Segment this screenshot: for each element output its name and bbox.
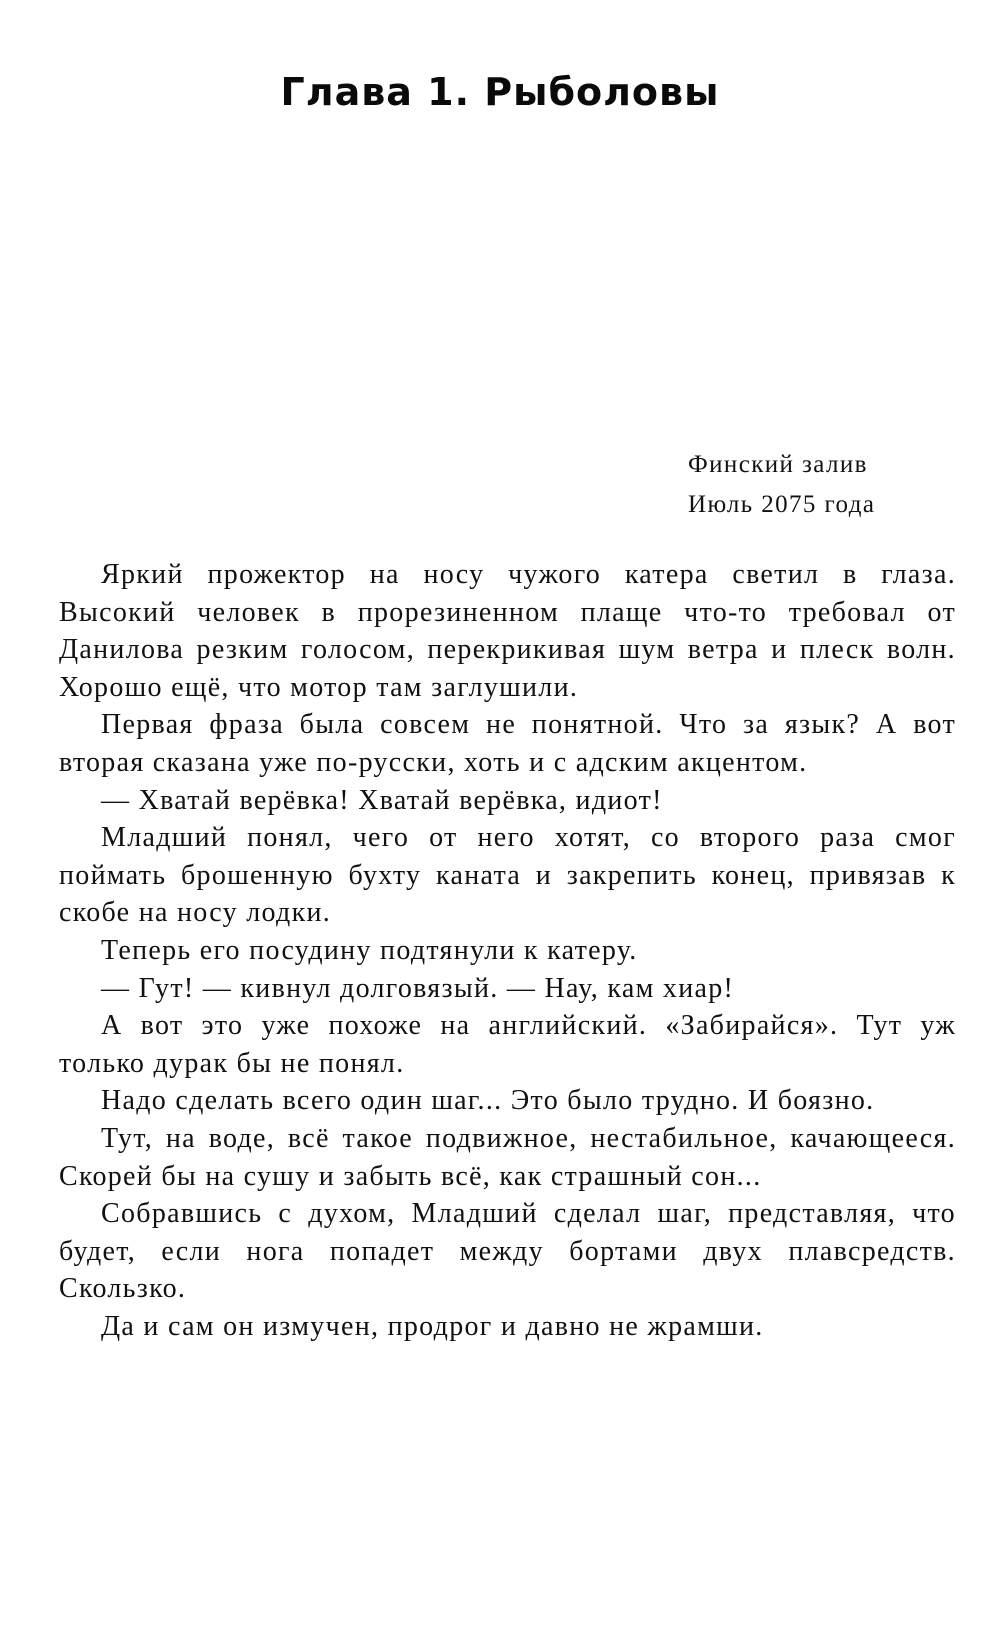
paragraph: Собравшись с духом, Младший сделал шаг, представляя, что будет, если нога попадет между бортами двух плавсредств. Скользко. <box>59 1198 956 1305</box>
paragraph: Первая фраза была совсем не понятной. Что за язык? А вот вторая сказана уже по-русски, хоть и с адским акцентом. <box>59 709 956 778</box>
paragraph: А вот это уже похоже на английский. «Забирайся». Тут уж только дурак бы не понял. <box>59 1010 956 1079</box>
paragraph: Яркий прожектор на носу чужого катера светил в глаза. Высокий человек в прорезиненном плаще что-то требовал от Данилова резким голосом, перекрикивая шум ветра и плеск волн. Хорошо ещё, что мотор там заглушили. <box>59 559 956 703</box>
epigraph-place: Финский залив <box>688 451 868 478</box>
chapter-body <box>59 556 956 1345</box>
epigraph <box>688 445 875 525</box>
chapter-title: Глава 1. Рыболовы <box>280 70 720 114</box>
paragraph: Младший понял, чего от него хотят, со второго раза смог поймать брошенную бухту каната и закрепить конец, привязав к скобе на носу лодки. <box>59 822 956 929</box>
paragraph: Да и сам он измучен, продрог и давно не жрамши. <box>101 1310 764 1342</box>
epigraph-date: Июль 2075 года <box>688 491 876 518</box>
paragraph: — Гут! — кивнул долговязый. — Нау, кам хиар! <box>101 972 735 1004</box>
paragraph: Теперь его посудину подтянули к катеру. <box>101 934 638 966</box>
paragraph: — Хватай верёвка! Хватай верёвка, идиот! <box>101 784 663 816</box>
paragraph: Надо сделать всего один шаг... Это было трудно. И боязно. <box>101 1085 875 1117</box>
paragraph: Тут, на воде, всё такое подвижное, нестабильное, качающееся. Скорей бы на сушу и забыть всё, как страшный сон... <box>59 1122 956 1192</box>
